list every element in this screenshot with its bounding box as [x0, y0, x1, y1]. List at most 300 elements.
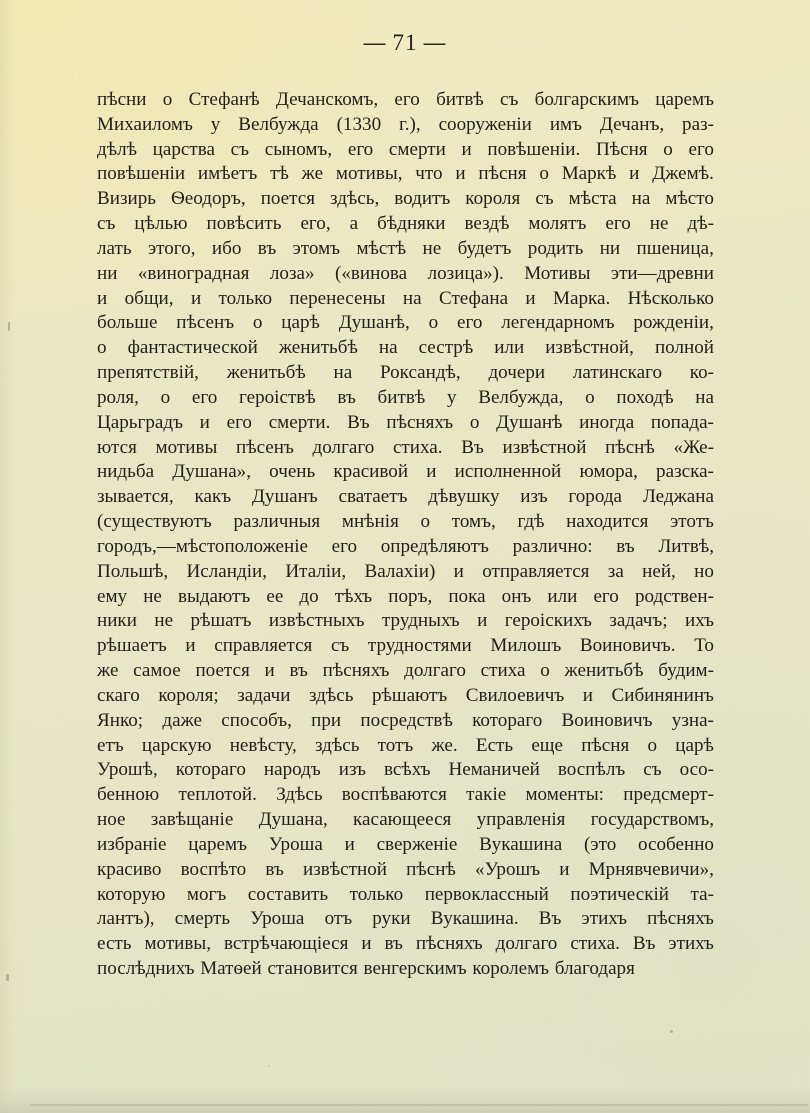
text-word: царѣ	[281, 312, 320, 334]
text-line	[97, 460, 714, 485]
text-word: Уроша	[250, 908, 305, 930]
text-word: ни	[97, 262, 118, 284]
text-word: родить	[527, 237, 584, 259]
text-word: Въ	[461, 436, 484, 458]
text-word: сверженіе	[376, 833, 458, 855]
text-word: Матѳей	[200, 957, 262, 979]
text-word: зывается,	[97, 486, 174, 508]
text-word: гдѣ	[517, 511, 545, 533]
text-word: тѣхъ	[334, 585, 373, 607]
text-word: походѣ	[616, 386, 674, 408]
text-word: этого,	[147, 237, 196, 259]
text-word: сыномъ,	[264, 138, 333, 160]
text-word: смерти.	[268, 411, 331, 433]
text-word: та-	[690, 883, 714, 905]
paper-speck	[268, 1065, 270, 1067]
scan-bottom-rule	[30, 1104, 808, 1106]
text-line	[97, 535, 714, 560]
text-word: очень	[269, 461, 316, 483]
text-word: составить	[247, 883, 329, 905]
text-word: красиво	[97, 858, 162, 880]
text-word: посредствѣ	[360, 709, 453, 731]
text-line	[97, 858, 714, 883]
text-word: смерти	[388, 138, 446, 160]
text-word: героіскихъ	[504, 610, 592, 632]
text-word: о	[428, 312, 439, 334]
text-word: легендарномъ	[501, 312, 615, 334]
text-word: не	[649, 213, 669, 235]
text-line	[97, 734, 714, 759]
text-word: (1330	[336, 113, 382, 135]
text-word: Исландіи,	[186, 560, 267, 582]
text-word: государствомъ,	[590, 809, 714, 831]
text-word: воспѣлъ	[557, 759, 626, 781]
text-line	[97, 510, 714, 535]
text-word: касающееся	[353, 809, 452, 831]
page-bottom-shadow	[0, 1087, 810, 1113]
text-word: управленія	[476, 809, 566, 831]
text-word: смерть	[174, 908, 231, 930]
text-word: Милошъ	[490, 635, 562, 657]
text-word: избраніе	[97, 833, 167, 855]
text-line	[97, 783, 714, 808]
text-word: Дечанъ,	[599, 113, 665, 135]
text-line	[97, 560, 714, 585]
text-word: съ	[535, 188, 554, 210]
text-word: разска-	[656, 461, 714, 483]
text-word: руки	[372, 908, 411, 930]
text-word: съ	[230, 138, 250, 160]
page-folio	[0, 30, 810, 56]
text-word: Роксандѣ,	[379, 362, 461, 384]
text-word: пѣсни	[97, 89, 147, 110]
text-word: и	[559, 858, 570, 880]
text-word: же.	[431, 734, 458, 756]
text-word: мѣста	[568, 188, 617, 210]
text-word: То	[694, 635, 714, 657]
text-word: и	[190, 287, 202, 309]
text-word: роля,	[97, 386, 139, 408]
text-word: дѣвушку	[428, 486, 500, 508]
text-word: иногда	[579, 411, 635, 433]
text-word: рѣшаютъ	[371, 684, 448, 706]
text-word: Леджана	[642, 486, 714, 508]
text-word: сооруженіи	[438, 113, 532, 135]
text-word: Нѣсколько	[627, 287, 714, 309]
text-word: героіствѣ	[239, 386, 316, 408]
text-word: Ѳеодоръ,	[170, 188, 246, 210]
text-word: Здѣсь	[276, 784, 323, 806]
text-word: города	[568, 486, 623, 508]
text-word: стиха.	[570, 933, 620, 955]
text-word: или	[547, 585, 578, 607]
text-word: попада-	[650, 411, 714, 433]
text-line	[97, 336, 714, 361]
text-word: пѣсня	[581, 734, 630, 756]
text-word: пѣсняхъ	[647, 908, 714, 930]
text-word: здѣсь,	[330, 188, 380, 210]
text-word: стиха.	[392, 436, 443, 458]
text-word: рѣшаетъ	[97, 635, 167, 657]
text-word: на	[695, 386, 714, 408]
text-word: встрѣчающіеся	[223, 933, 349, 955]
text-word: «виноградная	[137, 262, 250, 284]
text-word: Стефанѣ	[188, 89, 260, 110]
text-word: на	[378, 337, 398, 359]
text-word: этихъ	[668, 933, 714, 955]
text-line	[97, 212, 714, 237]
text-word: бенною	[97, 784, 160, 806]
text-word: стиха	[480, 660, 526, 682]
text-word: узна-	[671, 709, 714, 731]
text-word: цѣлью	[134, 213, 188, 235]
text-word: Сибинянинъ	[611, 684, 714, 706]
text-word: же	[97, 660, 119, 682]
paper-speck	[8, 322, 10, 331]
text-word: венгерскимъ	[363, 957, 467, 979]
text-word: Михаиломъ	[97, 113, 193, 135]
text-line	[97, 386, 714, 411]
text-line	[97, 808, 714, 833]
text-word: лоза»	[269, 262, 315, 284]
text-word: Царьградъ	[97, 411, 183, 433]
text-word: есть	[97, 933, 132, 955]
text-word: женитьбѣ	[278, 337, 358, 359]
text-word: томъ,	[451, 511, 496, 533]
text-word: и	[185, 635, 196, 657]
text-word: эти—древни	[610, 262, 714, 284]
text-word: которую	[97, 883, 166, 905]
text-line	[97, 932, 714, 957]
text-word: царства	[152, 138, 215, 160]
text-word: его	[347, 138, 374, 160]
text-word: нидьба	[97, 461, 155, 483]
text-word: пѣсняхъ	[322, 660, 390, 682]
text-word: въ	[384, 933, 403, 955]
text-word: Велбужда	[238, 113, 319, 135]
text-word: этихъ	[581, 908, 627, 930]
text-word: осо-	[679, 759, 714, 781]
text-word: способъ,	[221, 709, 292, 731]
text-word: воспѣто	[180, 858, 247, 880]
text-word: ники	[97, 610, 137, 632]
text-word: и	[344, 833, 355, 855]
text-word: такіе	[466, 784, 507, 806]
text-word: его	[191, 386, 218, 408]
text-word: повѣшеніи	[97, 163, 186, 185]
text-word: и	[361, 933, 372, 955]
text-word: Янко;	[97, 709, 144, 731]
text-word: Вукашина	[479, 833, 563, 855]
text-word: исполненной	[454, 461, 562, 483]
text-word: полной	[654, 337, 714, 359]
text-word: еще	[531, 734, 563, 756]
text-word: извѣстной	[303, 858, 387, 880]
text-word: «Урошъ	[475, 858, 541, 880]
text-word: послѣднихъ	[97, 957, 195, 979]
text-word: же	[301, 163, 324, 185]
text-word: о	[97, 337, 107, 359]
text-word: перенесены	[289, 287, 386, 309]
text-word: Душанѣ	[496, 411, 563, 433]
text-line	[97, 709, 714, 734]
text-word: и	[582, 684, 593, 706]
text-word: котораго	[472, 709, 543, 731]
text-word: въ	[265, 858, 284, 880]
text-word: о	[539, 163, 549, 185]
text-word: извѣстныхъ	[268, 610, 365, 632]
text-word: и	[525, 287, 536, 309]
text-word: повѣшеніи.	[487, 138, 581, 160]
text-word: о	[663, 138, 673, 160]
paper-speck	[6, 974, 9, 981]
text-word: царѣ	[675, 734, 714, 756]
text-word: болгарскимъ	[534, 89, 639, 110]
text-word: ются	[97, 436, 137, 458]
text-word: о	[469, 411, 480, 433]
text-word: Мрнявчевичи»,	[588, 858, 714, 880]
text-word: дочери	[488, 362, 546, 384]
text-word: и	[629, 163, 640, 185]
text-word: Мотивы	[524, 262, 591, 284]
text-word: изъ	[338, 759, 367, 781]
text-word: всѣхъ	[384, 759, 431, 781]
text-word: опредѣляютъ	[380, 535, 489, 557]
text-line	[97, 883, 714, 908]
text-word: воспѣваются	[341, 784, 447, 806]
text-word: женитьбѣ	[226, 362, 306, 384]
text-word: здѣсь	[314, 734, 360, 756]
text-word: битвѣ	[377, 386, 426, 408]
text-word: Джемѣ.	[652, 163, 714, 185]
text-word: о	[160, 386, 171, 408]
text-word: Велбужда,	[478, 386, 564, 408]
text-word: королемъ	[472, 957, 550, 979]
text-word: лантъ),	[97, 908, 155, 930]
text-word: Стефана	[438, 287, 509, 309]
text-word: красивой	[333, 461, 409, 483]
text-word: пѣсняхъ	[386, 411, 454, 433]
text-word: имъ	[549, 113, 582, 135]
text-line	[97, 758, 714, 783]
text-line	[97, 585, 714, 610]
text-word: трудныхъ	[381, 610, 460, 632]
text-word: Воиновичъ	[561, 709, 653, 731]
text-word: съ	[500, 89, 519, 110]
text-word: у	[210, 113, 221, 135]
text-word: отъ	[324, 908, 353, 930]
text-word: становится	[267, 957, 358, 979]
text-word: этомъ	[292, 237, 341, 259]
text-word: Польшѣ,	[97, 560, 169, 582]
text-line	[97, 138, 714, 163]
text-word: царемъ	[188, 833, 247, 855]
text-word: городъ,—мѣстоположеніе	[97, 535, 308, 557]
text-word: рѣшатъ	[190, 610, 252, 632]
page-left-gutter-shadow	[0, 0, 22, 1113]
text-line	[97, 361, 714, 386]
text-word: Душанъ	[251, 486, 318, 508]
text-word: долгаго	[404, 660, 466, 682]
text-word: ему	[97, 585, 128, 607]
text-word: и	[455, 163, 466, 185]
text-word: народъ	[263, 759, 321, 781]
text-word: мотивы	[155, 436, 218, 458]
text-word: тотъ	[377, 734, 414, 756]
text-word: юмора,	[579, 461, 638, 483]
text-word: только	[218, 287, 273, 309]
text-word: его	[226, 411, 252, 433]
text-line	[97, 436, 714, 461]
text-word: женитьбѣ	[564, 660, 644, 682]
text-word: выдаютъ	[178, 585, 251, 607]
text-word: о	[420, 511, 431, 533]
text-word: съ	[643, 759, 662, 781]
text-word: Душанѣ,	[338, 312, 410, 334]
text-word: и	[426, 461, 437, 483]
text-word: ко-	[689, 362, 714, 384]
text-word: больше	[97, 312, 158, 334]
text-word: о	[540, 660, 550, 682]
text-word: различно:	[512, 535, 593, 557]
text-word: его	[394, 89, 420, 110]
text-word: лозица»).	[427, 262, 504, 284]
text-word: пѣснѣ	[406, 858, 456, 880]
text-word: до	[299, 585, 319, 607]
text-word: за	[607, 560, 624, 582]
text-word: Пѣсня	[595, 138, 648, 160]
folio-dash-right: —	[423, 30, 447, 55]
text-line	[97, 609, 714, 634]
text-word: пѣсенъ	[236, 436, 294, 458]
text-word: могъ	[186, 883, 227, 905]
text-word: пока	[448, 585, 486, 607]
text-word: и	[97, 287, 108, 309]
text-word: препятствій,	[97, 362, 199, 384]
text-word: пѣсняхъ	[415, 933, 483, 955]
text-word: ибо	[211, 237, 242, 259]
text-word: скаго	[97, 684, 140, 706]
text-word: какъ	[194, 486, 232, 508]
text-word: Марка.	[553, 287, 611, 309]
text-word: этотъ	[670, 511, 714, 533]
text-word: царскую	[141, 734, 212, 756]
text-word: различныя	[233, 511, 321, 533]
text-word: благодаря	[554, 957, 635, 979]
text-word: здѣсь	[308, 684, 354, 706]
text-word: моменты:	[525, 784, 604, 806]
text-word: ни	[599, 237, 621, 259]
text-word: задачи	[237, 684, 291, 706]
text-word: а	[349, 213, 359, 235]
text-word: дѣ-	[687, 213, 714, 235]
text-word: мотивы,	[335, 163, 403, 185]
text-line	[97, 684, 714, 709]
text-word: у	[446, 386, 457, 408]
text-word: извѣстной,	[545, 337, 634, 359]
text-word: Маркѣ	[561, 163, 617, 185]
text-word: сватаетъ	[338, 486, 408, 508]
text-word: Неманичей	[448, 759, 540, 781]
text-word: его	[331, 535, 358, 557]
text-word: сестрѣ	[418, 337, 474, 359]
text-word: пшеница,	[636, 237, 714, 259]
text-word: общи,	[124, 287, 174, 309]
text-word: тѣ	[270, 163, 289, 185]
text-word: его	[688, 138, 714, 160]
text-word: и	[461, 138, 472, 160]
text-word: на	[333, 362, 353, 384]
text-word: справляется	[214, 635, 313, 657]
text-word: въ	[289, 660, 308, 682]
text-word: завѣщаніе	[150, 809, 234, 831]
text-word: дѣлѣ	[97, 138, 137, 160]
text-word: будим-	[658, 660, 714, 682]
text-word: повѣсить	[206, 213, 282, 235]
text-word: поется	[260, 188, 315, 210]
text-word: латинскаго	[572, 362, 662, 384]
text-word: Дечанскомъ,	[275, 89, 379, 110]
text-word: его	[605, 213, 631, 235]
text-line	[97, 237, 714, 262]
text-word: при	[311, 709, 342, 731]
text-word: («винова	[334, 262, 408, 284]
text-word: ней,	[642, 560, 676, 582]
text-word: Душана»,	[172, 461, 251, 483]
text-word: мѣстѣ	[356, 237, 407, 259]
text-word: невѣсту,	[229, 734, 297, 756]
text-word: Есть	[475, 734, 514, 756]
text-word: будетъ	[457, 237, 512, 259]
text-word: ное	[97, 809, 126, 831]
text-word: изъ	[520, 486, 548, 508]
text-word: фантастической	[127, 337, 258, 359]
text-word: г.),	[399, 113, 421, 135]
text-line	[97, 262, 714, 287]
text-line	[97, 659, 714, 684]
text-line	[97, 957, 714, 982]
text-word: теплотой.	[178, 784, 257, 806]
text-word: поръ,	[388, 585, 433, 607]
text-line	[97, 411, 714, 436]
text-word: (существуютъ	[97, 511, 212, 533]
text-line	[97, 162, 714, 187]
text-word: имѣетъ	[197, 163, 258, 185]
text-word: не	[143, 585, 162, 607]
text-word: Визирь	[97, 188, 156, 210]
text-line	[97, 187, 714, 212]
text-word: поется	[195, 660, 250, 682]
text-word: Валахіи)	[364, 560, 436, 582]
text-word: короля	[465, 188, 521, 210]
body-text-block	[97, 88, 714, 982]
text-word: и	[477, 610, 488, 632]
text-word: что	[415, 163, 443, 185]
text-word: битвѣ	[436, 89, 484, 110]
text-word: Въ	[538, 908, 562, 930]
text-word: предсмерт-	[623, 784, 714, 806]
text-word: даже	[162, 709, 202, 731]
text-word: «Же-	[673, 436, 714, 458]
text-word: задачъ;	[609, 610, 668, 632]
text-word: пѣсня	[478, 163, 527, 185]
text-word: етъ	[97, 734, 124, 756]
text-word: его	[593, 585, 619, 607]
text-word: молятъ	[528, 213, 587, 235]
text-word: Уроша	[268, 833, 323, 855]
text-word: особенно	[638, 833, 714, 855]
text-word: (это	[584, 833, 617, 855]
